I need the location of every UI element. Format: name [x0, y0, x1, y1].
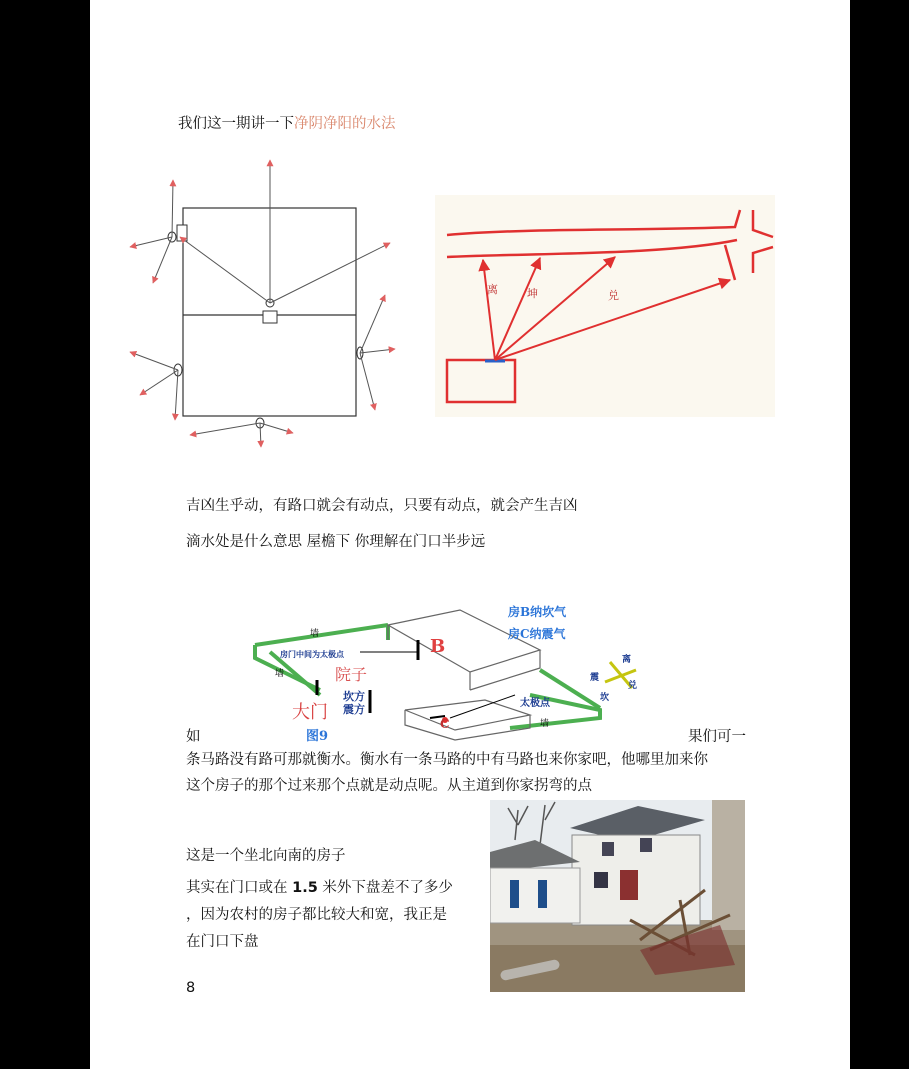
label-room-c: 房C纳震气 — [508, 627, 566, 641]
line-guomen: 果们可一 — [688, 729, 746, 745]
label-room-b: 房B纳坎气 — [508, 605, 567, 619]
label-taiji-center: 房门中间为太极点 — [280, 649, 344, 659]
label-wall-bottom: 墙 — [540, 719, 550, 729]
label-fig9: 图9 — [306, 729, 329, 744]
house-photo — [490, 800, 745, 992]
paragraph-2: 滴水处是什么意思 屋檐下 你理解在门口半步远 — [186, 534, 486, 550]
compass-kan: 坎 — [600, 693, 610, 703]
label-zhen-fang: 震方 — [343, 703, 365, 716]
heading-prefix: 我们这一期讲一下 — [178, 116, 294, 132]
label-dui: 兑 — [608, 289, 619, 302]
label-c: C — [440, 717, 450, 731]
label-b: B — [430, 636, 446, 657]
paragraph-6-num: 1.5 — [292, 880, 318, 896]
label-kun: 坤 — [527, 287, 538, 300]
label-yard: 院子 — [335, 665, 368, 684]
paragraph-6-b: 米外下盘差不了多少 — [317, 880, 453, 896]
compass-li: 离 — [622, 655, 632, 665]
road-sketch-diagram — [435, 195, 775, 417]
heading — [178, 114, 396, 134]
paragraph-7: ，因为农村的房子都比较大和宽，我正是 — [186, 907, 447, 923]
paragraph-4: 这个房子的那个过来那个点就是动点呢。从主道到你家拐弯的点 — [186, 778, 592, 794]
paragraph-6-a: 其实在门口或在 — [186, 880, 293, 896]
label-wall-top: 墙 — [310, 629, 320, 639]
paragraph-6 — [186, 878, 453, 898]
line-ru: 如 — [186, 729, 201, 745]
document-page — [90, 0, 850, 1069]
compass-dui: 兑 — [628, 681, 638, 691]
heading-highlight: 净阴净阳的水法 — [294, 116, 396, 132]
label-kan-fang: 坎方 — [343, 690, 365, 703]
house-plan-diagram — [125, 155, 455, 455]
paragraph-3: 条马路没有路可那就衡水。衡水有一条马路的中有马路也来你家吧，他哪里加来你 — [186, 752, 708, 768]
label-li: 离 — [487, 283, 498, 296]
paragraph-1: 吉凶生乎动，有路口就会有动点，只要有动点，就会产生吉凶 — [186, 498, 578, 514]
figure-9-diagram — [240, 600, 640, 750]
page-number: 8 — [186, 980, 196, 996]
paragraph-8: 在门口下盘 — [186, 934, 259, 950]
compass-zhen: 震 — [590, 673, 600, 683]
label-wall-left: 墙 — [275, 669, 285, 679]
paragraph-5: 这是一个坐北向南的房子 — [186, 848, 346, 864]
label-taiji-point: 太极点 — [520, 698, 550, 709]
label-gate: 大门 — [292, 702, 328, 723]
